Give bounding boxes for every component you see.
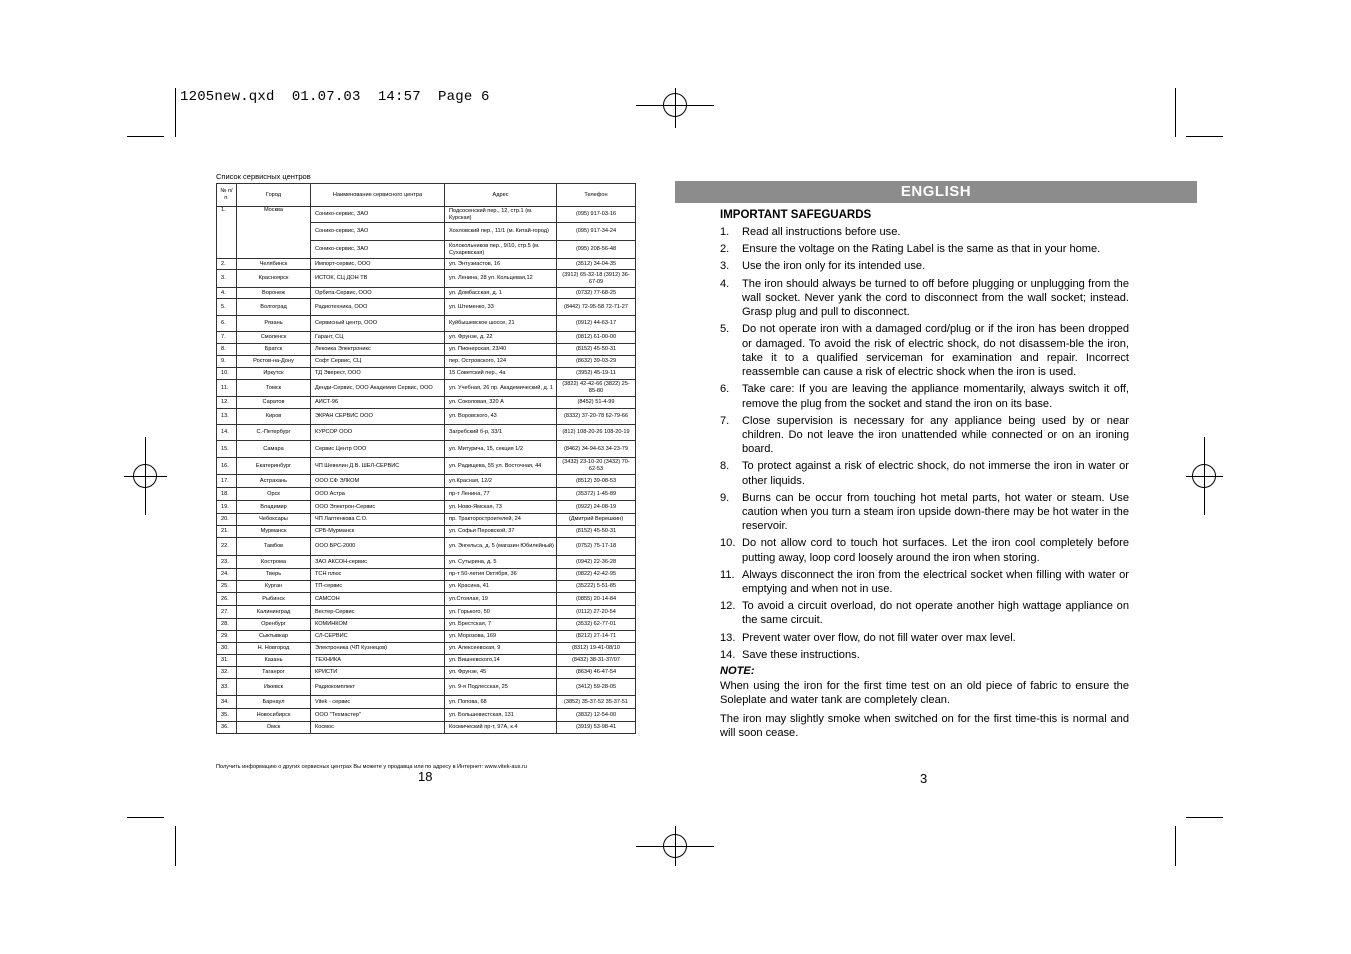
list-item bbox=[720, 568, 1129, 597]
list-item bbox=[720, 277, 1129, 320]
row-number: 14. bbox=[217, 425, 237, 441]
table-row bbox=[217, 569, 636, 581]
row-phone: (812) 108-20-26 108-20-19 bbox=[557, 425, 636, 441]
row-phone: (0822) 42-42-95 bbox=[557, 569, 636, 581]
table-row bbox=[217, 316, 636, 332]
crop-mark bbox=[1186, 817, 1223, 818]
table-row bbox=[217, 619, 636, 631]
table-row bbox=[217, 488, 636, 501]
row-address: ул. Брестская, 7 bbox=[445, 619, 557, 631]
row-name: СРБ-Мурманск bbox=[311, 526, 445, 538]
row-phone: (0942) 22-36-28 bbox=[557, 556, 636, 569]
row-name: Радиокомплект bbox=[311, 679, 445, 696]
row-phone: (8632) 39-03-29 bbox=[557, 356, 636, 368]
list-item bbox=[720, 491, 1129, 534]
row-phone: (8332) 37-20-78 62-79-66 bbox=[557, 409, 636, 425]
row-phone: (35372) 1-45-89 bbox=[557, 488, 636, 501]
crop-mark bbox=[1175, 88, 1176, 137]
list-item bbox=[720, 322, 1129, 379]
col-header-address: Адрес bbox=[445, 184, 557, 207]
list-item bbox=[720, 631, 1129, 645]
row-address: пр-т 50-летия Октября, 36 bbox=[445, 569, 557, 581]
table-header-row bbox=[217, 184, 636, 207]
row-city: Воронеж bbox=[237, 288, 311, 299]
row-name: Vitek - сервис bbox=[311, 696, 445, 709]
crop-mark bbox=[175, 88, 176, 137]
row-address: Космический пр-т, 97А, к.4 bbox=[445, 722, 557, 734]
row-phone: (8452) 51-4-99 bbox=[557, 397, 636, 409]
row-phone: (3822) 42-42-66 (3822) 25-85-80 bbox=[557, 380, 636, 397]
crop-mark bbox=[127, 817, 164, 818]
row-number: 35. bbox=[217, 709, 237, 722]
row-city: Сыктывкар bbox=[237, 631, 311, 643]
row-city: Красноярск bbox=[237, 270, 311, 288]
table-row bbox=[217, 631, 636, 643]
row-city: Кострома bbox=[237, 556, 311, 569]
table-row bbox=[217, 679, 636, 696]
list-item bbox=[720, 414, 1129, 457]
list-item-text: The iron should always be turned to off before plugging or unplugging from the wall socket. Never yank the cord to disconnect from the wall socket; instead. Grasp plug and pull to disconnect. bbox=[742, 277, 1129, 319]
table-row bbox=[217, 397, 636, 409]
row-phone: (0812) 61-00-00 bbox=[557, 332, 636, 344]
row-address: ул. Ленина, 28 ул. Кольцевая,12 bbox=[445, 270, 557, 288]
row-name: ЭКРАН СЕРВИС ООО bbox=[311, 409, 445, 425]
row-phone: (8634) 46-47-54 bbox=[557, 667, 636, 679]
list-item-number: 7. bbox=[720, 414, 730, 427]
row-phone: (8152) 45-50-31 bbox=[557, 344, 636, 356]
list-item-number: 3. bbox=[720, 260, 730, 273]
table-row bbox=[217, 556, 636, 569]
row-city: Иркутск bbox=[237, 368, 311, 380]
list-item-number: 9. bbox=[720, 491, 730, 504]
row-address: ул. Энтузиастов, 16 bbox=[445, 259, 557, 270]
row-number: 6. bbox=[217, 316, 237, 332]
row-city: Калининград bbox=[237, 606, 311, 619]
table-row bbox=[217, 207, 636, 223]
row-city: Чебоксары bbox=[237, 514, 311, 526]
row-city: Саратов bbox=[237, 397, 311, 409]
row-number: 19. bbox=[217, 501, 237, 514]
note-paragraph-1: When using the iron for the first time test on an old piece of fabric to ensure the Soleplate and water tank are completely clean. bbox=[720, 680, 1129, 707]
list-item-number: 12. bbox=[720, 600, 736, 613]
row-phone: (8462) 34-94-63 34-23-79 bbox=[557, 441, 636, 458]
row-phone: (095) 917-34-24 bbox=[557, 223, 636, 241]
row-city: Москва bbox=[237, 207, 311, 259]
row-number: 30. bbox=[217, 643, 237, 655]
row-address: ул. Морозова, 169 bbox=[445, 631, 557, 643]
list-item-text: Do not operate iron with a damaged cord/plug or if the iron has been dropped or damaged. To avoid the risk of electric shock, do not disassem-ble the iron, take it to a qualified serviceman for examination and repair. Incorrect reassemble can cause a risk of electric shock when the iron is used. bbox=[742, 323, 1129, 379]
row-name: Сонико-сервис, ЗАО bbox=[311, 207, 445, 223]
list-item-number: 6. bbox=[720, 383, 730, 396]
row-address: ул. Горького, 50 bbox=[445, 606, 557, 619]
row-number: 23. bbox=[217, 556, 237, 569]
row-number: 20. bbox=[217, 514, 237, 526]
table-row bbox=[217, 441, 636, 458]
row-phone: (0912) 44-63-17 bbox=[557, 316, 636, 332]
list-item bbox=[720, 382, 1129, 411]
list-item-number: 8. bbox=[720, 460, 730, 473]
service-centers-table bbox=[216, 183, 636, 734]
page-number-left: 18 bbox=[418, 769, 433, 784]
list-item-text: Close supervision is necessary for any appliance being used by or near children. Do not leave the iron unattended while connected or on an ironing board. bbox=[742, 414, 1129, 456]
table-row bbox=[217, 667, 636, 679]
list-item bbox=[720, 459, 1129, 488]
row-number: 27. bbox=[217, 606, 237, 619]
row-address: 15 Советский пер., 4а bbox=[445, 368, 557, 380]
row-name: Гарант, СЦ bbox=[311, 332, 445, 344]
list-item bbox=[720, 225, 1129, 239]
row-number: 17. bbox=[217, 475, 237, 488]
row-name: Импорт-сервис, ООО bbox=[311, 259, 445, 270]
row-address: ул. Фрунзе, д. 22 bbox=[445, 332, 557, 344]
list-item-number: 4. bbox=[720, 277, 730, 290]
row-phone: (3532) 62-77-01 bbox=[557, 619, 636, 631]
row-phone: (35222) 5-51-85 bbox=[557, 581, 636, 593]
row-number: 3. bbox=[217, 270, 237, 288]
row-city: Волгоград bbox=[237, 299, 311, 316]
row-number: 2. bbox=[217, 259, 237, 270]
row-name: ИСТОК, СЦ ДОН ТВ bbox=[311, 270, 445, 288]
list-item-text: Always disconnect the iron from the electrical socket when filling with water or emptying and when not in use. bbox=[742, 568, 1129, 596]
page-number-right: 3 bbox=[920, 771, 928, 786]
list-item-text: To avoid a circuit overload, do not operate another high wattage appliance on the same circuit. bbox=[742, 600, 1129, 627]
row-phone: (3919) 53-98-41 bbox=[557, 722, 636, 734]
row-number: 1. bbox=[217, 207, 237, 259]
row-name: Сервисный центр, ООО bbox=[311, 316, 445, 332]
row-phone: (8432) 38-31-37/07 bbox=[557, 655, 636, 667]
row-name: КОМИНКОМ bbox=[311, 619, 445, 631]
row-name: ООО Астра bbox=[311, 488, 445, 501]
row-address: ул. Большевистская, 131 bbox=[445, 709, 557, 722]
crop-mark bbox=[127, 136, 164, 137]
list-item-number: 13. bbox=[720, 631, 736, 644]
row-city: Владимир bbox=[237, 501, 311, 514]
row-phone: (0732) 77-68-25 bbox=[557, 288, 636, 299]
row-city: Оренбург bbox=[237, 619, 311, 631]
table-row bbox=[217, 606, 636, 619]
row-phone: (8152) 45-50-31 bbox=[557, 526, 636, 538]
row-city: Киров bbox=[237, 409, 311, 425]
table-row bbox=[217, 722, 636, 734]
row-number: 7. bbox=[217, 332, 237, 344]
row-city: Омск bbox=[237, 722, 311, 734]
row-name: Лекоика Электроникс bbox=[311, 344, 445, 356]
row-number: 33. bbox=[217, 679, 237, 696]
row-phone: (Дмитрий Верешкин) bbox=[557, 514, 636, 526]
table-row bbox=[217, 368, 636, 380]
row-number: 15. bbox=[217, 441, 237, 458]
row-phone: (3412) 59-28-05 bbox=[557, 679, 636, 696]
row-number: 11. bbox=[217, 380, 237, 397]
row-number: 22. bbox=[217, 538, 237, 556]
list-item bbox=[720, 536, 1129, 565]
list-item-number: 11. bbox=[720, 568, 735, 581]
row-name: ТСН плюс bbox=[311, 569, 445, 581]
row-number: 31. bbox=[217, 655, 237, 667]
table-row bbox=[217, 356, 636, 368]
row-address: ул. Радищева, 55 ул. Восточная, 44 bbox=[445, 458, 557, 475]
language-banner: ENGLISH bbox=[675, 181, 1197, 203]
crop-mark bbox=[175, 826, 176, 866]
row-city: С.-Петербург bbox=[237, 425, 311, 441]
row-name: Сервис Центр ООО bbox=[311, 441, 445, 458]
row-address: ул. Красина, 41 bbox=[445, 581, 557, 593]
footnote: Получить информацию о других сервисных центрах Вы можете у продавца или по адресу в Интернет: www.vitek-aus.ru bbox=[216, 764, 527, 770]
list-item-text: Take care: If you are leaving the appliance momentarily, always switch it off, remove the plug from the socket and stand the iron on its base. bbox=[742, 383, 1129, 410]
row-city: Орск bbox=[237, 488, 311, 501]
row-city: Тверь bbox=[237, 569, 311, 581]
row-address: Куйбышевское шоссе, 21 bbox=[445, 316, 557, 332]
row-phone: (8212) 27-14-71 bbox=[557, 631, 636, 643]
row-city: Томск bbox=[237, 380, 311, 397]
row-name: ЧП Шевелин Д.В. ШЕЛ-СЕРВИС bbox=[311, 458, 445, 475]
crop-mark bbox=[1175, 826, 1176, 866]
row-address: пр-т Ленина, 77 bbox=[445, 488, 557, 501]
row-number: 12. bbox=[217, 397, 237, 409]
row-city: Астрахань bbox=[237, 475, 311, 488]
row-city: Ижевск bbox=[237, 679, 311, 696]
list-item-number: 10. bbox=[720, 537, 736, 550]
list-item bbox=[720, 242, 1129, 256]
row-address: ул. Попова, 68 bbox=[445, 696, 557, 709]
table-row bbox=[217, 409, 636, 425]
row-city: Курган bbox=[237, 581, 311, 593]
row-address: ул. Алексеевская, 9 bbox=[445, 643, 557, 655]
list-item-text: To protect against a risk of electric shock, do not immerse the iron in water or other liquids. bbox=[742, 460, 1129, 487]
list-item-text: Do not allow cord to touch hot surfaces. Let the iron cool completely before putting away, loop cord loosely around the iron when storing. bbox=[742, 537, 1129, 564]
row-address: пр. Тракторостроителей, 24 bbox=[445, 514, 557, 526]
row-name: Космос bbox=[311, 722, 445, 734]
row-number: 8. bbox=[217, 344, 237, 356]
row-number: 9. bbox=[217, 356, 237, 368]
row-name: ООО "Техмастер" bbox=[311, 709, 445, 722]
row-address: Колокольников пер., 9/10, стр.5 (м. Сухаревская) bbox=[445, 241, 557, 259]
row-phone: (8512) 39-08-53 bbox=[557, 475, 636, 488]
row-address: Подсосенский пер., 12, стр.1 (м. Курская) bbox=[445, 207, 557, 223]
row-name: ЗАО АКСОН-сервис bbox=[311, 556, 445, 569]
row-phone: (0112) 27-20-54 bbox=[557, 606, 636, 619]
col-header-city: Город bbox=[237, 184, 311, 207]
row-address: пер. Островского, 124 bbox=[445, 356, 557, 368]
row-number: 16. bbox=[217, 458, 237, 475]
table-row bbox=[217, 425, 636, 441]
list-item bbox=[720, 648, 1129, 662]
row-address: ул. Соколовая, 320 А bbox=[445, 397, 557, 409]
row-address: ул.Стоялая, 19 bbox=[445, 593, 557, 606]
row-number: 34. bbox=[217, 696, 237, 709]
table-row bbox=[217, 581, 636, 593]
table-row bbox=[217, 458, 636, 475]
row-address: ул. Софьи Перовской, 37 bbox=[445, 526, 557, 538]
row-number: 18. bbox=[217, 488, 237, 501]
list-item-text: Read all instructions before use. bbox=[742, 226, 901, 239]
row-name: ООО Электрон-Сервис bbox=[311, 501, 445, 514]
row-city: Рыбинск bbox=[237, 593, 311, 606]
row-address: ул. Вишневского,14 bbox=[445, 655, 557, 667]
row-number: 28. bbox=[217, 619, 237, 631]
row-name: Сонико-сервис, ЗАО bbox=[311, 223, 445, 241]
row-number: 29. bbox=[217, 631, 237, 643]
table-row bbox=[217, 344, 636, 356]
row-phone: (8442) 72-95-58 72-71-27 bbox=[557, 299, 636, 316]
row-address: ул. Домбасская, д. 1 bbox=[445, 288, 557, 299]
list-item-text: Use the iron only for its intended use. bbox=[742, 260, 926, 273]
table-row bbox=[217, 270, 636, 288]
row-city: Н. Новгород bbox=[237, 643, 311, 655]
row-city: Челябинск bbox=[237, 259, 311, 270]
safeguards-heading: IMPORTANT SAFEGUARDS bbox=[720, 209, 872, 221]
row-address: ул. Ново-Ямская, 73 bbox=[445, 501, 557, 514]
row-number: 4. bbox=[217, 288, 237, 299]
file-slug: 1205new.qxd 01.07.03 14:57 Page 6 bbox=[180, 89, 490, 105]
row-address: Загребский б-р, 33/1 bbox=[445, 425, 557, 441]
row-number: 25. bbox=[217, 581, 237, 593]
row-number: 36. bbox=[217, 722, 237, 734]
row-name: ТЕХНИКА bbox=[311, 655, 445, 667]
row-address: ул.Красная, 12/2 bbox=[445, 475, 557, 488]
row-city: Братск bbox=[237, 344, 311, 356]
note-label: NOTE: bbox=[720, 664, 755, 677]
table-row bbox=[217, 380, 636, 397]
col-header-phone: Телефон bbox=[557, 184, 636, 207]
row-name: ТД Эверест, ООО bbox=[311, 368, 445, 380]
list-item-number: 2. bbox=[720, 243, 730, 256]
row-name: КУРСОР ООО bbox=[311, 425, 445, 441]
row-phone: (3852) 35-37-52 35-37-51 bbox=[557, 696, 636, 709]
col-header-number: № п/п. bbox=[217, 184, 237, 207]
row-number: 32. bbox=[217, 667, 237, 679]
list-item bbox=[720, 599, 1129, 628]
table-row bbox=[217, 655, 636, 667]
row-number: 21. bbox=[217, 526, 237, 538]
row-address: ул. Энгельса, д. 5 (магазин Юбилейный) bbox=[445, 538, 557, 556]
row-name: КРИСТИ bbox=[311, 667, 445, 679]
table-row bbox=[217, 709, 636, 722]
row-number: 13. bbox=[217, 409, 237, 425]
row-address: ул. Пионерская, 23/40 bbox=[445, 344, 557, 356]
table-row bbox=[217, 288, 636, 299]
list-item-text: Prevent water over flow, do not fill water over max level. bbox=[742, 631, 1016, 644]
row-address: ул. Воровского, 43 bbox=[445, 409, 557, 425]
table-row bbox=[217, 501, 636, 514]
row-phone: (3832) 12-54-00 bbox=[557, 709, 636, 722]
table-row bbox=[217, 696, 636, 709]
table-row bbox=[217, 259, 636, 270]
safeguards-list bbox=[720, 225, 1129, 662]
row-phone: (3912) 65-32-18 (3912) 36-67-09 bbox=[557, 270, 636, 288]
row-number: 5. bbox=[217, 299, 237, 316]
list-item-number: 5. bbox=[720, 323, 730, 336]
row-city: Казань bbox=[237, 655, 311, 667]
row-name: СЛ-СЕРВИС bbox=[311, 631, 445, 643]
row-name: Радиотехника, ООО bbox=[311, 299, 445, 316]
table-row bbox=[217, 332, 636, 344]
list-item-text: Burns can be occur from touching hot metal parts, hot water or steam. Use caution when you turn a steam iron upside down-there may be hot water in the reservoir. bbox=[742, 491, 1129, 533]
row-phone: (0922) 24-08-19 bbox=[557, 501, 636, 514]
row-number: 26. bbox=[217, 593, 237, 606]
list-item-text: Ensure the voltage on the Rating Label is the same as that in your home. bbox=[742, 243, 1101, 256]
row-phone: (0752) 75-17-18 bbox=[557, 538, 636, 556]
row-city: Барнаул bbox=[237, 696, 311, 709]
list-item-number: 14. bbox=[720, 648, 736, 661]
row-number: 24. bbox=[217, 569, 237, 581]
row-phone: (095) 208-56-48 bbox=[557, 241, 636, 259]
row-name: Орбита-Сервис, ООО bbox=[311, 288, 445, 299]
list-item-number: 1. bbox=[720, 226, 730, 239]
row-city: Новосибирск bbox=[237, 709, 311, 722]
row-address: Хохловский пер., 11/1 (м. Китай-город) bbox=[445, 223, 557, 241]
list-item bbox=[720, 259, 1129, 273]
table-row bbox=[217, 538, 636, 556]
service-centers-title: Список сервисных центров bbox=[216, 172, 311, 181]
instructions-content bbox=[720, 208, 1129, 744]
list-item-text: Save these instructions. bbox=[742, 648, 860, 661]
row-phone: (095) 917-03-16 bbox=[557, 207, 636, 223]
row-city: Екатеринбург bbox=[237, 458, 311, 475]
row-name: ООО СФ ЭЛКОМ bbox=[311, 475, 445, 488]
row-name: Сонико-сервис, ЗАО bbox=[311, 241, 445, 259]
row-address: ул. Митурича, 15, секция 1/2 bbox=[445, 441, 557, 458]
table-row bbox=[217, 299, 636, 316]
row-address: ул. Штеменко, 33 bbox=[445, 299, 557, 316]
col-header-name: Наименование сервисного центра bbox=[311, 184, 445, 207]
table-row bbox=[217, 514, 636, 526]
row-city: Смоленск bbox=[237, 332, 311, 344]
row-name: ЧП Лаптенкова С.О. bbox=[311, 514, 445, 526]
row-city: Рязань bbox=[237, 316, 311, 332]
row-name: САМСОН bbox=[311, 593, 445, 606]
row-name: АИСТ-96 bbox=[311, 397, 445, 409]
row-city: Таганрог bbox=[237, 667, 311, 679]
row-number: 10. bbox=[217, 368, 237, 380]
row-phone: (3952) 45-19-11 bbox=[557, 368, 636, 380]
row-phone: (3512) 34-04-35 bbox=[557, 259, 636, 270]
row-phone: (0855) 20-14-84 bbox=[557, 593, 636, 606]
row-address: ул. Сутырина, д. 5 bbox=[445, 556, 557, 569]
row-name: Электроника (ЧП Кузнецов) bbox=[311, 643, 445, 655]
row-city: Тамбов bbox=[237, 538, 311, 556]
row-phone: (8312) 19-41-08/10 bbox=[557, 643, 636, 655]
table-row bbox=[217, 526, 636, 538]
row-city: Ростов-на-Дону bbox=[237, 356, 311, 368]
crop-mark bbox=[1186, 136, 1223, 137]
row-name: Софт Сервис, СЦ bbox=[311, 356, 445, 368]
row-address: ул. Учебная, 26 пр. Академический, д. 1 bbox=[445, 380, 557, 397]
row-name: ООО БРС-2000 bbox=[311, 538, 445, 556]
row-name: ТП-сервис bbox=[311, 581, 445, 593]
row-address: ул. 9-я Подлесская, 25 bbox=[445, 679, 557, 696]
row-city: Мурманск bbox=[237, 526, 311, 538]
table-row bbox=[217, 475, 636, 488]
row-name: Денди-Сервис, ООО Академия Сервис, ООО bbox=[311, 380, 445, 397]
row-name: Вестер-Сервис bbox=[311, 606, 445, 619]
table-row bbox=[217, 593, 636, 606]
row-address: ул. Фрунзе, 45 bbox=[445, 667, 557, 679]
row-city: Самара bbox=[237, 441, 311, 458]
table-row bbox=[217, 643, 636, 655]
note-paragraph-2: The iron may slightly smoke when switched on for the first time-this is normal and will soon cease. bbox=[720, 712, 1129, 739]
row-phone: (3432) 23-10-20 (3432) 70-62-53 bbox=[557, 458, 636, 475]
